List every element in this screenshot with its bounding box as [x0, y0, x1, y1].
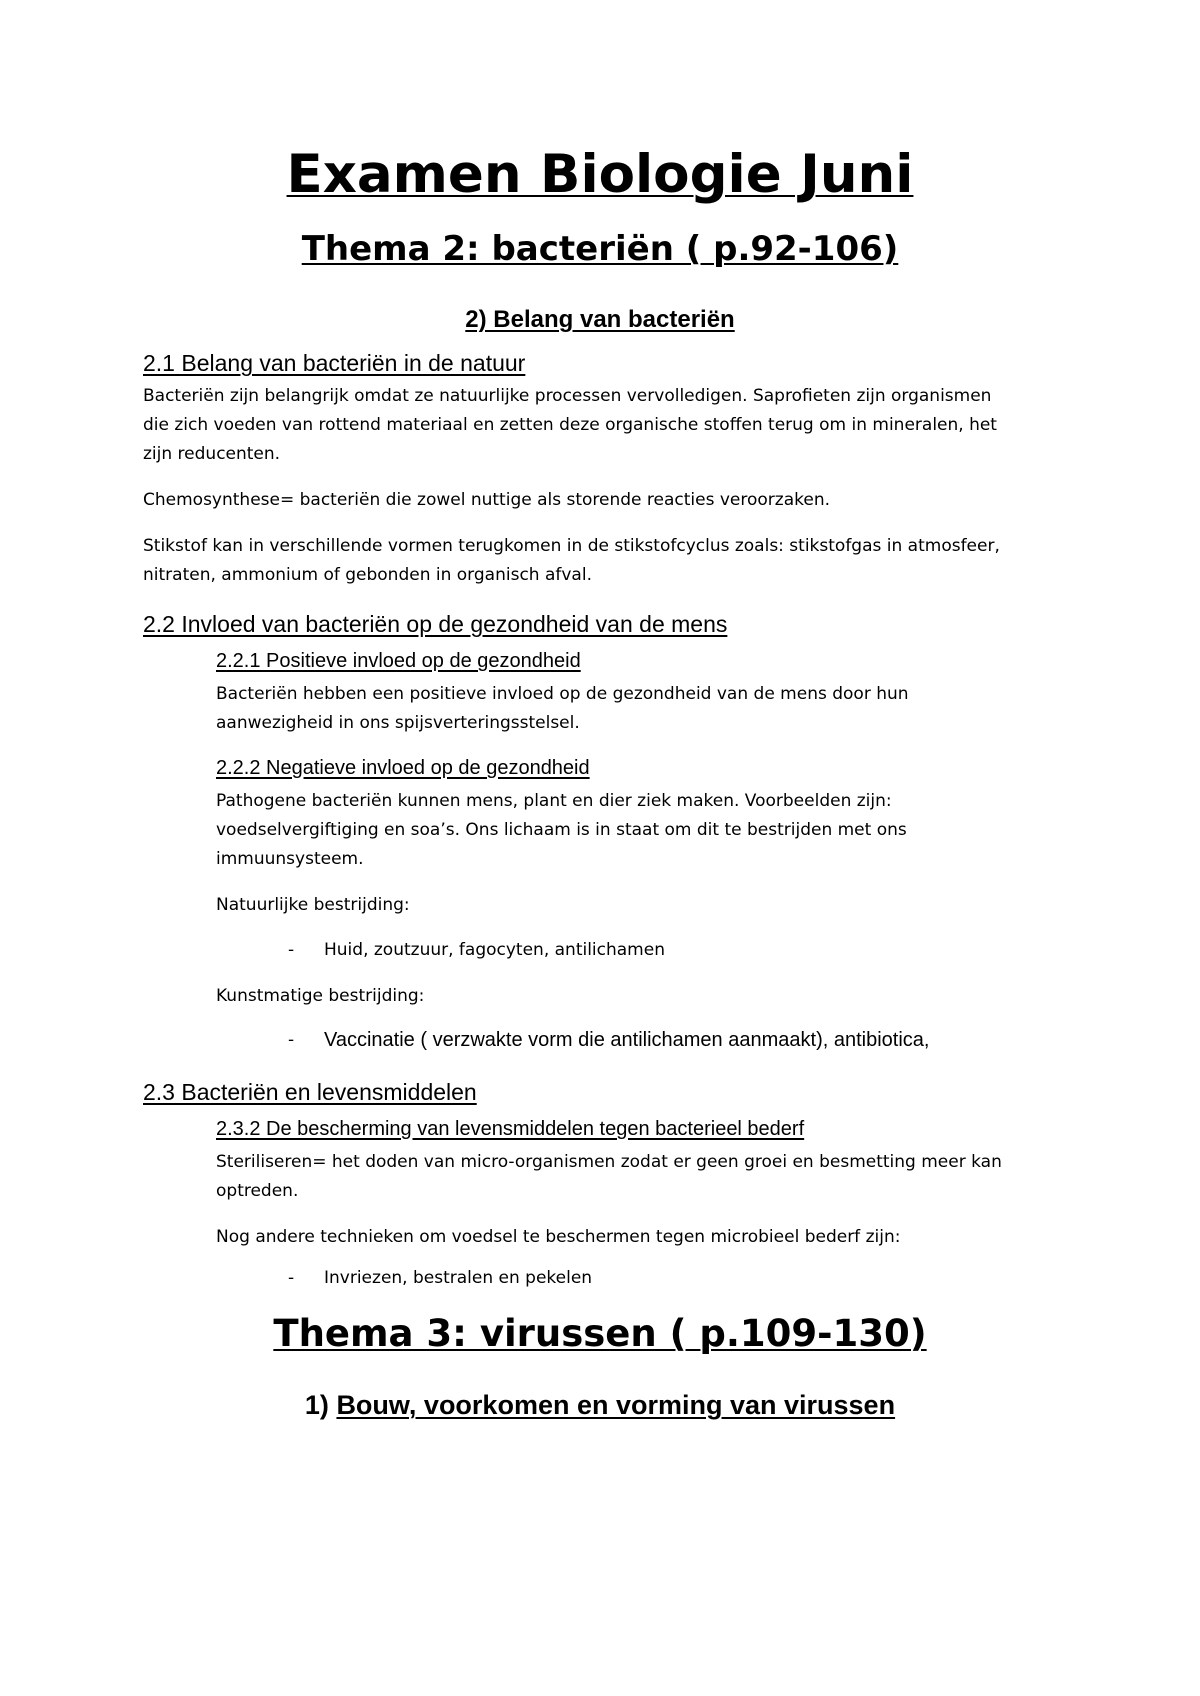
- paragraph-line: immuunsysteem.: [216, 849, 364, 869]
- paragraph-line: nitraten, ammonium of gebonden in organisch afval.: [143, 565, 592, 585]
- paragraph-line: optreden.: [216, 1181, 299, 1201]
- paragraph-line: Chemosynthese= bacteriën die zowel nuttige als storende reacties veroorzaken.: [143, 490, 831, 510]
- paragraph-line: Bacteriën hebben een positieve invloed op de gezondheid van de mens door hun: [216, 684, 909, 704]
- bullet-dash: -: [288, 1030, 295, 1050]
- paragraph-line: Bacteriën zijn belangrijk omdat ze natuurlijke processen vervolledigen. Saprofieten zijn organismen: [143, 386, 992, 406]
- heading-2-2-1: 2.2.1 Positieve invloed op de gezondheid: [216, 650, 581, 672]
- natural-control-label: Natuurlijke bestrijding:: [216, 895, 410, 915]
- section-1-heading: [0, 1390, 1200, 1421]
- paragraph-line: die zich voeden van rottend materiaal en zetten deze organische stoffen terug om in mineralen, het: [143, 415, 997, 435]
- paragraph-line: voedselvergiftiging en soa’s. Ons lichaam is in staat om dit te bestrijden met ons: [216, 820, 907, 840]
- section-2-heading: 2) Belang van bacteriën: [465, 306, 735, 333]
- list-item: Huid, zoutzuur, fagocyten, antilichamen: [324, 940, 665, 960]
- bullet-dash: -: [288, 1268, 295, 1288]
- paragraph-line: Stikstof kan in verschillende vormen terugkomen in de stikstofcyclus zoals: stikstofgas in atmosfeer,: [143, 536, 1000, 556]
- heading-2-3-2: 2.3.2 De bescherming van levensmiddelen tegen bacterieel bederf: [216, 1118, 805, 1140]
- theme-2-heading: Thema 2: bacteriën ( p.92-106): [301, 229, 899, 269]
- paragraph-line: aanwezigheid in ons spijsverteringsstelsel.: [216, 713, 580, 733]
- section-number: 1): [304, 1390, 329, 1420]
- artificial-control-label: Kunstmatige bestrijding:: [216, 986, 425, 1006]
- list-item: Vaccinatie ( verzwakte vorm die antilichamen aanmaakt), antibiotica,: [324, 1029, 930, 1051]
- paragraph-line: zijn reducenten.: [143, 444, 281, 464]
- heading-2-2: 2.2 Invloed van bacteriën op de gezondheid van de mens: [143, 611, 728, 637]
- bullet-dash: -: [288, 940, 295, 960]
- theme-3-heading: Thema 3: virussen ( p.109-130): [273, 1312, 927, 1355]
- paragraph-line: Nog andere technieken om voedsel te beschermen tegen microbieel bederf zijn:: [216, 1227, 901, 1247]
- heading-2-1: 2.1 Belang van bacteriën in de natuur: [143, 350, 526, 376]
- paragraph-line: Pathogene bacteriën kunnen mens, plant en dier ziek maken. Voorbeelden zijn:: [216, 791, 892, 811]
- heading-2-3: 2.3 Bacteriën en levensmiddelen: [143, 1079, 477, 1105]
- document-title: Examen Biologie Juni: [286, 144, 914, 205]
- section-title: Bouw, voorkomen en vorming van virussen: [336, 1390, 896, 1420]
- list-item: Invriezen, bestralen en pekelen: [324, 1268, 593, 1288]
- paragraph-line: Steriliseren= het doden van micro-organismen zodat er geen groei en besmetting meer kan: [216, 1152, 1002, 1172]
- heading-2-2-2: 2.2.2 Negatieve invloed op de gezondheid: [216, 757, 590, 779]
